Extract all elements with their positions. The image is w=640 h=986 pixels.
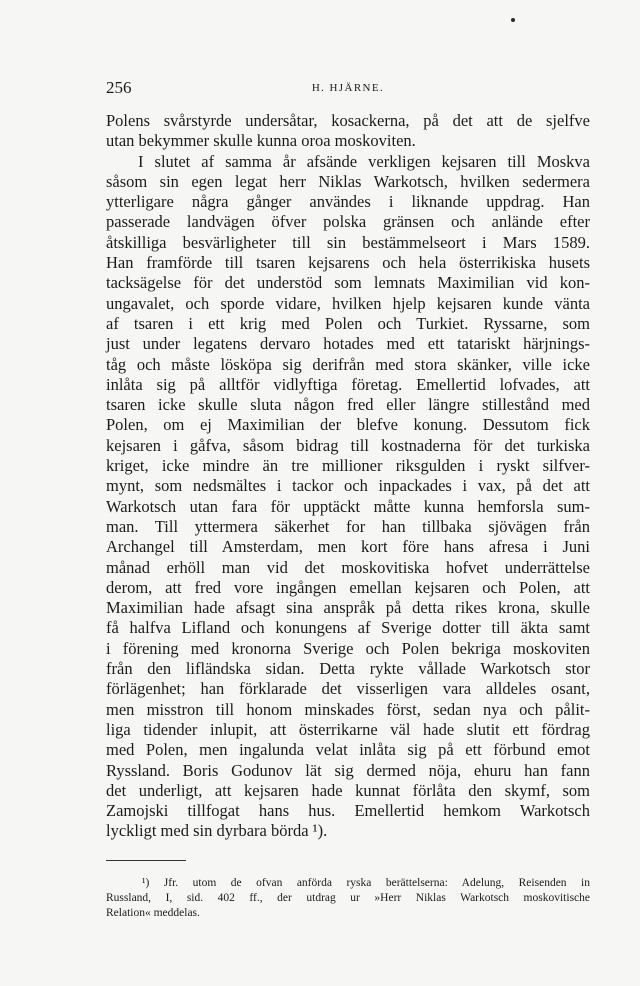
text-line: med Polen, men ingalunda velat inlåta sig på ett förbund emot [106, 740, 590, 760]
text-line: Polens svårstyrde undersåtar, kosackerna, på det att de sjelfve [106, 111, 590, 130]
footnote-divider [106, 860, 186, 861]
text-line: af tsaren i ett krig med Polen och Turkiet. Ryssarne, som [106, 313, 590, 333]
text-line: åtskilliga besvärligheter till sin bestämmelseort i Mars 1589. [106, 232, 590, 252]
text-line: tacksägelse för det understöd som lemnats Maximilian vid kon- [106, 273, 590, 293]
footnote-line: ¹) Jfr. utom de ofvan anförda ryska berättelserna: Adelung, Reisenden in [142, 877, 590, 889]
text-line: det underligt, att kejsaren hade kunnat förlåta den skymf, som [106, 780, 590, 800]
text-line: kriget, icke mindre än tre millioner riksgulden i ryskt silfver- [106, 456, 590, 476]
text-line: månad erhöll man vid det moskovitiska hofvet underrättelse [106, 557, 590, 577]
footnote-line: Russland, I, sid. 402 ff., der utdrag ur »Herr Niklas Warkotsch moskovitische [106, 892, 590, 904]
footnote [106, 876, 590, 921]
text-line: Warkotsch utan fara för upptäckt måtte kunna hemforsla sum- [106, 496, 590, 516]
text-line: derom, att fred vore ingången emellan kejsaren och Polen, att [106, 577, 590, 597]
text-line: Maximilian hade afsagt sina anspråk på detta rikes krona, skulle [106, 598, 590, 618]
text-line: Zamojski tillfogat hans hus. Emellertid hemkom Warkotsch [106, 801, 590, 821]
text-line: tsaren icke skulle sluta någon fred eller längre stillestånd med [106, 395, 590, 415]
text-line: Archangel till Amsterdam, men kort före hans afresa i Juni [106, 537, 590, 557]
body-text [106, 111, 590, 842]
text-line: inlåta sig på alltför vidlyftiga företag. Emellertid lofvades, att [106, 374, 590, 394]
text-line: förlägenhet; han förklarade det visserligen vara alldeles osant, [106, 679, 590, 699]
text-line: ytterligare några gånger användes i liknande uppdrag. Han [106, 192, 590, 212]
page-header [106, 78, 590, 100]
text-line: kejsaren i gåfva, såsom bidrag till kostnaderna för det turkiska [106, 435, 590, 455]
text-line: mynt, som nedsmältes i tackor och inpackades i vax, på det att [106, 476, 590, 496]
text-line: utan bekymmer skulle kunna oroa moskoviten. [106, 131, 416, 151]
text-line: man. Till yttermera säkerhet for han tillbaka sjövägen från [106, 516, 590, 536]
text-line: liga tidender inlupit, att österrikarne väl hade slutit ett fördrag [106, 719, 590, 739]
running-head: H. HJÄRNE. [311, 82, 385, 94]
text-line: lyckligt med sin dyrbara börda ¹). [106, 821, 328, 841]
text-line: från den lifländska sidan. Detta rykte vållade Warkotsch stor [106, 659, 590, 679]
text-line: passerade landvägen öfver polska gränsen och anlände efter [106, 212, 590, 232]
text-line: just under legatens dervaro hotades med ett tatariskt härjnings- [106, 334, 590, 354]
text-line: I slutet af samma år afsände verkligen kejsaren till Moskva [138, 151, 590, 171]
text-line: ungavalet, och sporde vidare, hvilken hjelp kejsaren kunde vänta [106, 293, 590, 313]
page-number: 256 [106, 78, 132, 97]
text-line: få halfva Lifland och konungens af Sverige dotter till äkta samt [106, 618, 590, 638]
text-line: såsom sin egen legat herr Niklas Warkotsch, hvilken sedermera [106, 171, 590, 191]
ink-speck [511, 18, 515, 22]
text-line: Han framförde till tsaren kejsarens och hela österrikiska husets [106, 253, 590, 273]
text-line: men misstron till honom minskades först, sedan nya och pålit- [106, 699, 590, 719]
text-line: Polen, om ej Maximilian der blefve konung. Dessutom fick [106, 415, 590, 435]
text-line: tåg och måste lösköpa sig derifrån med stora skänker, ville icke [106, 354, 590, 374]
text-line: Ryssland. Boris Godunov lät sig dermed nöja, ehuru han fann [106, 760, 590, 780]
footnote-line: Relation« meddelas. [106, 907, 200, 919]
text-line: i förening med kronorna Sverige och Polen bekriga moskoviten [106, 638, 590, 658]
